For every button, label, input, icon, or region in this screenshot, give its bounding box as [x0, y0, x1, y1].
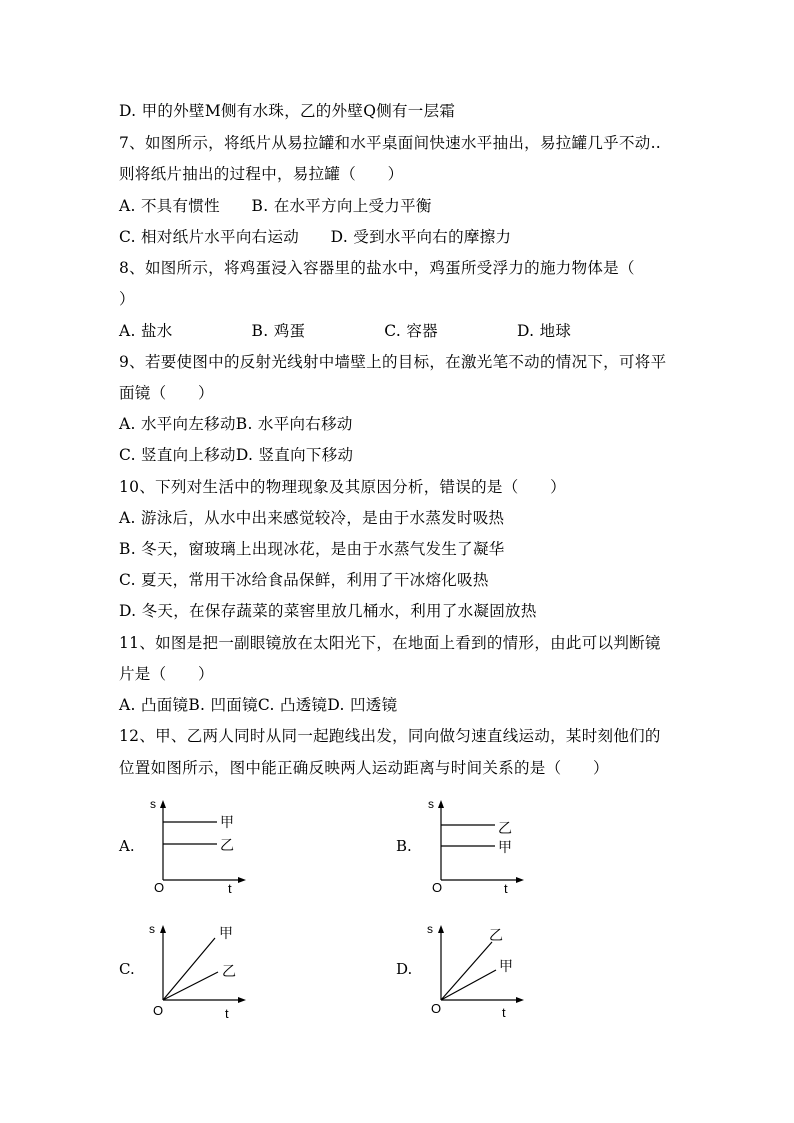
q11-stem-line2: 片是（ ） — [119, 665, 214, 683]
q9-options-cd: C. 竖直向上移动D. 竖直向下移动 — [119, 446, 354, 464]
graph-b-upper-label: 乙 — [498, 821, 512, 837]
q6-option-d: D. 甲的外壁M侧有水珠，乙的外壁Q侧有一层霜 — [119, 102, 456, 120]
graph-a-lower-label: 乙 — [220, 838, 234, 854]
q9-stem-line2: 面镜（ ） — [119, 384, 214, 402]
graph-a-option-label: A. — [119, 837, 135, 855]
graph-c-s-label: s — [149, 922, 155, 936]
graph-a-origin-label: O — [154, 880, 165, 895]
q9-stem-line1: 9、若要使图中的反射光线射中墙壁上的目标，在激光笔不动的情况下，可将平 — [119, 353, 667, 371]
graph-d-t-label: t — [502, 1005, 506, 1020]
graph-d-lower-label: 甲 — [499, 959, 513, 975]
graph-d-lower-line — [441, 970, 496, 1000]
q8-stem-line1: 8、如图所示，将鸡蛋浸入容器里的盐水中，鸡蛋所受浮力的施力物体是（ — [119, 259, 635, 277]
q11-stem-line1: 11、如图是把一副眼镜放在太阳光下，在地面上看到的情形，由此可以判断镜 — [119, 634, 661, 652]
graph-b-t-label: t — [504, 881, 508, 895]
q12-stem-line1: 12、甲、乙两人同时从同一起跑线出发，同向做匀速直线运动，某时刻他们的 — [119, 727, 661, 745]
q7-stem-line1: 7、如图所示，将纸片从易拉罐和水平桌面间快速水平抽出，易拉罐几乎不动.. — [119, 134, 662, 152]
graph-c-lower-line — [163, 972, 218, 1000]
graph-b-option-label: B. — [396, 837, 412, 855]
graph-c-origin-label: O — [153, 1003, 164, 1018]
q7-options-ab: A. 不具有惯性 B. 在水平方向上受力平衡 — [119, 197, 432, 215]
graph-b — [418, 795, 538, 895]
graph-d — [418, 918, 538, 1023]
graph-a-t-label: t — [228, 881, 232, 895]
graph-c-lower-label: 乙 — [222, 964, 236, 980]
graph-d-s-label: s — [427, 922, 433, 936]
graph-d-upper-label: 乙 — [489, 928, 503, 944]
q7-stem-line2: 则将纸片抽出的过程中，易拉罐（ ） — [119, 165, 404, 183]
graph-b-origin-label: O — [432, 880, 443, 895]
graph-d-origin-label: O — [431, 1001, 442, 1016]
q7-options-cd: C. 相对纸片水平向右运动 D. 受到水平向右的摩擦力 — [119, 228, 512, 246]
graph-c-t-label: t — [225, 1006, 229, 1021]
graph-a — [140, 795, 260, 895]
q10-option-d: D. 冬天，在保存蔬菜的菜窖里放几桶水，利用了水凝固放热 — [119, 602, 537, 620]
q10-option-c: C. 夏天，常用干冰给食品保鲜，利用了干冰熔化吸热 — [119, 571, 489, 589]
graph-b-s-label: s — [428, 797, 434, 811]
graph-c — [140, 918, 260, 1023]
graph-c-upper-label: 甲 — [219, 926, 233, 942]
q10-option-a: A. 游泳后，从水中出来感觉较冷，是由于水蒸发时吸热 — [119, 509, 505, 527]
q9-options-ab: A. 水平向左移动B. 水平向右移动 — [119, 415, 353, 433]
q10-option-b: B. 冬天，窗玻璃上出现冰花，是由于水蒸气发生了凝华 — [119, 540, 505, 558]
q8-options: A. 盐水 B. 鸡蛋 C. 容器 D. 地球 — [119, 322, 572, 340]
q12-stem-line2: 位置如图所示，图中能正确反映两人运动距离与时间关系的是（ ） — [119, 759, 609, 777]
q10-stem: 10、下列对生活中的物理现象及其原因分析，错误的是（ ） — [119, 478, 566, 496]
graph-d-option-label: D. — [396, 960, 413, 978]
graph-b-lower-label: 甲 — [498, 840, 512, 856]
graph-d-upper-line — [441, 942, 492, 1000]
graph-a-upper-label: 甲 — [220, 815, 234, 831]
q11-options: A. 凸面镜B. 凹面镜C. 凸透镜D. 凹透镜 — [119, 696, 398, 714]
graph-a-s-label: s — [150, 797, 156, 811]
graph-c-option-label: C. — [119, 960, 135, 978]
q8-stem-line2: ） — [119, 290, 135, 308]
graph-c-upper-line — [163, 938, 215, 1000]
